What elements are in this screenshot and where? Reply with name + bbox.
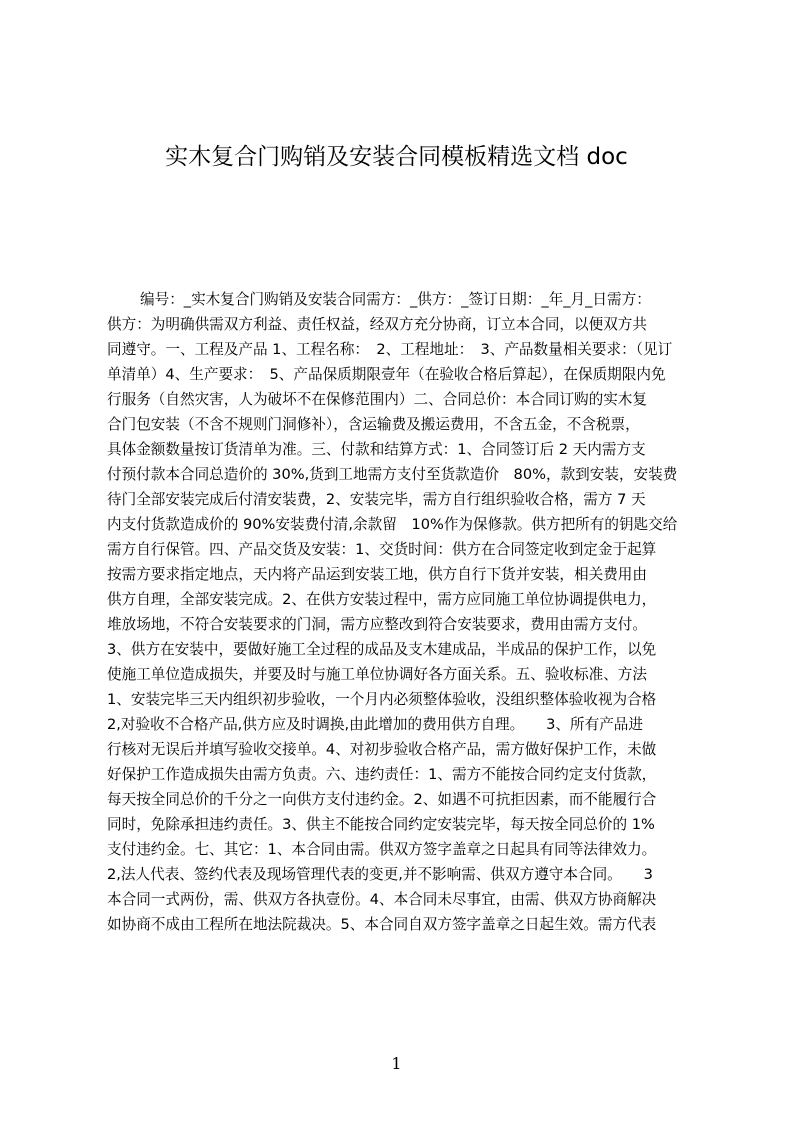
- body-line: 单清单）4、生产要求： 5、产品保质期限壹年（在验收合格后算起），在保质期限内免: [107, 366, 666, 383]
- body-line: 堆放场地，不符合安装要求的门洞，需方应整改到符合安装要求，费用由需方支付。: [107, 616, 647, 633]
- body-line: 具体金额数量按订货清单为准。三、付款和结算方式：1、合同签订后 2 天内需方支: [107, 441, 646, 458]
- body-line: 供方：为明确供需双方利益、责任权益，经双方充分协商，订立本合同，以便双方共: [107, 316, 647, 333]
- body-line: 支付违约金。七、其它：1、本合同由需。供双方签字盖章之日起具有同等法律效力。: [107, 841, 657, 858]
- body-line: 2,对验收不合格产品,供方应及时调换,由此增加的费用供方自理。 3、所有产品进: [107, 716, 643, 733]
- body-line: 同遵守。一、工程及产品 1、工程名称： 2、工程地址： 3、产品数量相关要求：（见订: [107, 341, 673, 358]
- body-line: 付预付款本合同总造价的 30%,货到工地需方支付至货款造价 80%，款到安装，安装费: [107, 466, 678, 483]
- document-body: [107, 287, 697, 937]
- body-line: 内支付货款造成价的 90%安装费付清,余款留 10%作为保修款。供方把所有的钥匙交给: [107, 516, 678, 533]
- body-line: 每天按全同总价的千分之一向供方支付违约金。2、如遇不可抗拒因素，而不能履行合: [107, 791, 657, 808]
- body-line: 好保护工作造成损失由需方负责。六、违约责任：1、需方不能按合同约定支付货款，: [107, 766, 657, 783]
- body-line: 2,法人代表、签约代表及现场管理代表的变更,并不影响需、供双方遵守本合同。 3: [107, 866, 653, 883]
- body-line: 同时，免除承担违约责任。3、供主不能按合同约定安装完毕，每天按全同总价的 1%: [107, 816, 655, 833]
- body-line: 3、供方在安装中，要做好施工全过程的成品及支木建成品，半成品的保护工作，以免: [107, 641, 657, 658]
- page-number: 1: [391, 1054, 402, 1073]
- body-line: 按需方要求指定地点，天内将产品运到安装工地，供方自行下货并安装，相关费用由: [107, 566, 647, 583]
- body-line: 合门包安装（不含不规则门洞修补），含运输费及搬运费用，不含五金，不含税票，: [107, 416, 640, 433]
- document-title: 实木复合门购销及安装合同模板精选文档 doc: [165, 144, 628, 170]
- body-line: 使施工单位造成损失，并要及时与施工单位协调好各方面关系。五、验收标准、方法: [107, 666, 647, 683]
- body-line: 编号：_实木复合门购销及安装合同需方：_供方：_签订日期：_年_月_日需方：: [140, 291, 651, 308]
- body-line: 行服务（自然灾害，人为破坏不在保修范围内）二、合同总价：本合同订购的实木复: [107, 391, 647, 408]
- body-line: 如协商不成由工程所在地法院裁决。5、本合同自双方签字盖章之日起生效。需方代表: [107, 916, 657, 933]
- body-line: 本合同一式两份，需、供双方各执壹份。4、本合同未尽事宜，由需、供双方协商解决: [107, 891, 657, 908]
- body-line: 1、安装完毕三天内组织初步验收，一个月内必须整体验收，没组织整体验收视为合格: [107, 691, 657, 708]
- body-line: 待门全部安装完成后付清安装费，2、安装完毕，需方自行组织验收合格，需方 7 天: [107, 491, 646, 508]
- body-line: 供方自理，全部安装完成。2、在供方安装过程中，需方应同施工单位协调提供电力，: [107, 591, 657, 608]
- body-line: 行核对无误后并填写验收交接单。4、对初步验收合格产品，需方做好保护工作，未做: [107, 741, 657, 758]
- body-line: 需方自行保管。四、产品交货及安装：1、交货时间：供方在合同签定收到定金于起算: [107, 541, 657, 558]
